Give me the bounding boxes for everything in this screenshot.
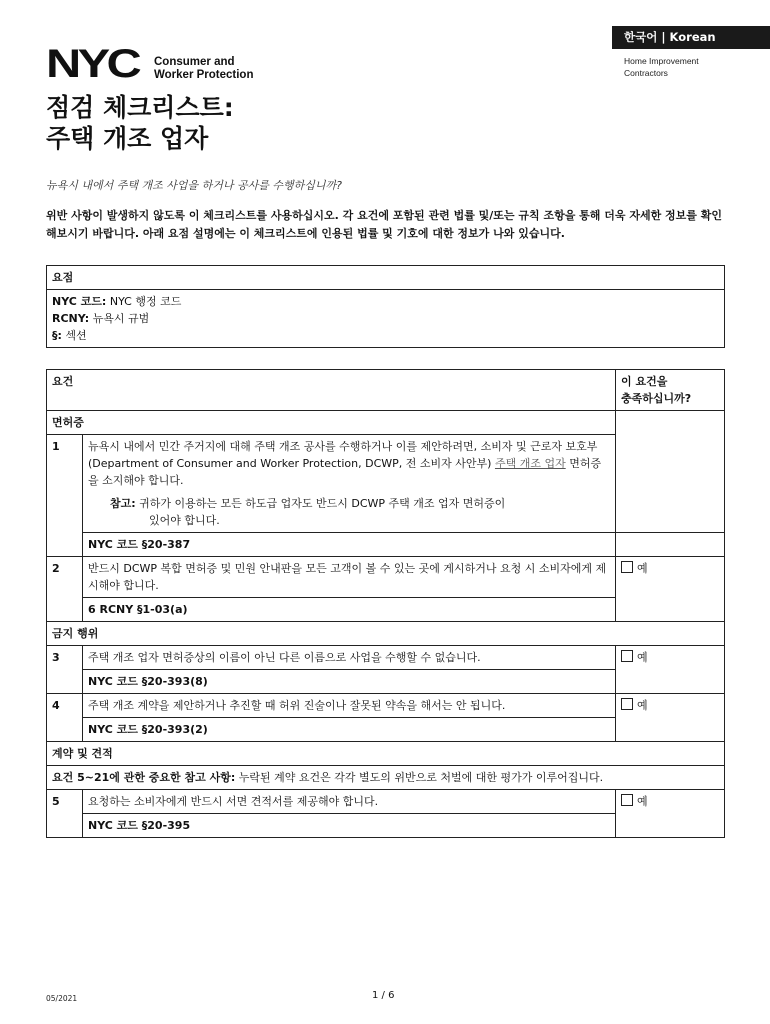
requirements-table (46, 369, 725, 838)
citation: 6 RCNY §1-03(a) (83, 598, 616, 622)
key-def: NYC 행정 코드 (106, 295, 182, 308)
page-title-line2: 주택 개조 업자 (46, 124, 209, 153)
item-number: 3 (47, 646, 83, 694)
requirement-text: 주택 개조 업자 면허증상의 이름이 아닌 다른 이름으로 사업을 수행할 수 없습니다. (83, 646, 616, 670)
checkbox[interactable] (621, 794, 633, 806)
page-title (46, 92, 234, 154)
answer-header-line1: 이 요건을 (621, 375, 668, 388)
item-number: 5 (47, 790, 83, 838)
key-item (52, 310, 719, 327)
yes-label: 예 (637, 795, 648, 808)
key-heading: 요점 (47, 266, 725, 290)
answer-column-header (616, 370, 725, 411)
contracts-note: 요건 5~21에 관한 중요한 참고 사항: 누락된 계약 요건은 각각 별도의 위반으로 처벌에 대한 평가가 이루어집니다. (47, 766, 725, 790)
requirement-text: 요청하는 소비자에게 반드시 서면 견적서를 제공해야 합니다. (83, 790, 616, 814)
citation: NYC 코드 §20-395 (83, 814, 616, 838)
yes-label: 예 (637, 562, 648, 575)
requirement-text: 반드시 DCWP 복합 면허증 및 민원 안내판을 모든 고객이 볼 수 있는 곳에 게시하거나 요청 시 소비자에게 제시해야 합니다. (83, 557, 616, 598)
yes-label: 예 (637, 651, 648, 664)
yes-label: 예 (637, 699, 648, 712)
page-number: 1 / 6 (372, 990, 395, 1001)
item-number: 2 (47, 557, 83, 622)
item-number: 1 (47, 435, 83, 557)
requirement-column-header: 요건 (47, 370, 616, 411)
answer-cell (616, 694, 725, 742)
key-term: NYC 코드: (52, 295, 107, 308)
footer-date: 05/2021 (46, 994, 78, 1003)
requirement-note-cont: 있어야 합니다. (149, 514, 220, 527)
agency-name-line2: Worker Protection (154, 69, 254, 81)
key-term: §: (52, 329, 62, 342)
key-items (47, 290, 725, 348)
item-number: 4 (47, 694, 83, 742)
section-license: 면허증 (47, 411, 616, 435)
document-type (624, 55, 699, 79)
checkbox[interactable] (621, 650, 633, 662)
language-tag: 한국어 | Korean (612, 26, 770, 49)
key-item (52, 293, 719, 310)
key-def: 뉴욕시 규범 (89, 312, 150, 325)
key-def: 섹션 (61, 329, 87, 342)
answer-cell (616, 790, 725, 838)
intro-paragraph: 위반 사항이 발생하지 않도록 이 체크리스트를 사용하십시오. 각 요건에 포함된 관련 법률 및/또는 규칙 조항을 통해 더욱 자세한 정보를 확인해보시기 바랍니다. 아래 요점 설명에는 이 체크리스트에 인용된 법률 및 기호에 대한 정보가 나와 있습니다. (46, 209, 723, 240)
agency-name (154, 56, 253, 82)
answer-cell (616, 557, 725, 622)
nyc-logo-mark: NYC (46, 42, 139, 86)
requirement-text: 뉴욕시 내에서 민간 주거지에 대해 주택 개조 공사를 수행하거나 이를 제안하려면, 소비자 및 근로자 보호부(Department of Consumer and Worker Protection, DCWP, 전 소비자 사안부) 주택 개조 업자 면허증을 소지해야 합니다. 참고: 귀하가 이용하는 모든 하도급 업자도 반드시 DCWP 주택 개조 업자 면허증이 있어야 합니다. (83, 435, 616, 533)
subtitle: 뉴욕시 내에서 주택 개조 사업을 하거나 공사를 수행하십니까? (46, 179, 342, 192)
agency-name-line1: Consumer and (154, 56, 235, 68)
key-term: RCNY: (52, 312, 90, 325)
section-prohibited: 금지 행위 (47, 622, 725, 646)
page-title-line1: 점검 체크리스트: (46, 93, 234, 122)
checkbox[interactable] (621, 561, 633, 573)
citation: NYC 코드 §20-387 (83, 533, 616, 557)
requirement-note: 참고: 귀하가 이용하는 모든 하도급 업자도 반드시 DCWP 주택 개조 업자 면허증이 (110, 497, 506, 510)
requirement-text: 주택 개조 계약을 제안하거나 추진할 때 허위 진술이나 잘못된 약속을 해서는 안 됩니다. (83, 694, 616, 718)
answer-cell (616, 646, 725, 694)
document-type-line2: Contractors (624, 68, 668, 78)
document-type-line1: Home Improvement (624, 56, 699, 66)
section-contracts: 계약 및 견적 (47, 742, 725, 766)
checkbox[interactable] (621, 698, 633, 710)
citation: NYC 코드 §20-393(8) (83, 670, 616, 694)
answer-empty (616, 411, 725, 533)
answer-header-line2: 충족하십니까? (621, 392, 692, 405)
license-link[interactable]: 주택 개조 업자 (494, 457, 566, 470)
citation: NYC 코드 §20-393(2) (83, 718, 616, 742)
key-item (52, 327, 719, 344)
answer-cell (616, 533, 725, 557)
key-table (46, 265, 725, 348)
